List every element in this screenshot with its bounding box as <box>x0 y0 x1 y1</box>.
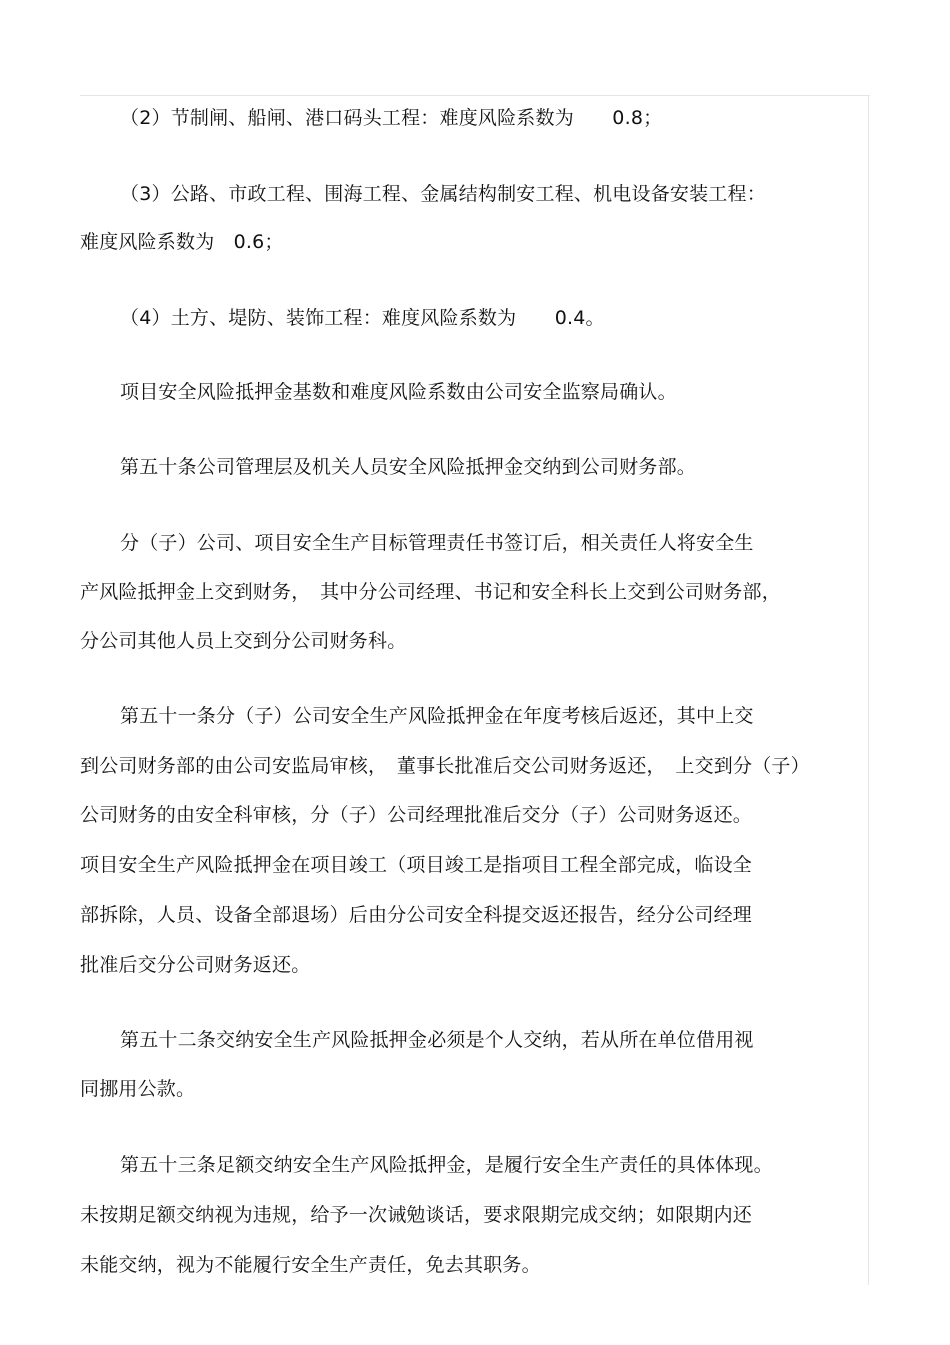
text-line: （3）公路、市政工程、围海工程、金属结构制安工程、机电设备安装工程： <box>120 183 766 205</box>
text-line: 部拆除，人员、设备全部退场）后由分公司安全科提交返还报告，经分公司经理 <box>80 904 753 926</box>
text-line: 同挪用公款。 <box>80 1078 196 1100</box>
text-line: 到公司财务部的由公司安监局审核， 董事长批准后交公司财务返还， 上交到分（子） <box>80 755 810 777</box>
text-line: （2）节制闸、船闸、港口码头工程：难度风险系数为 0.8； <box>120 107 663 129</box>
page-border-right <box>868 95 869 1285</box>
text-line: （4）土方、堤防、装饰工程：难度风险系数为 0.4。 <box>120 307 605 329</box>
text-line: 未能交纳，视为不能履行安全生产责任，免去其职务。 <box>80 1254 541 1276</box>
text-line: 分（子）公司、项目安全生产目标管理责任书签订后，相关责任人将安全生 <box>120 532 754 554</box>
text-line: 公司财务的由安全科审核，分（子）公司经理批准后交分（子）公司财务返还。 <box>80 804 753 826</box>
text-line: 第五十二条交纳安全生产风险抵押金必须是个人交纳，若从所在单位借用视 <box>120 1029 754 1051</box>
text-line: 第五十条公司管理层及机关人员安全风险抵押金交纳到公司财务部。 <box>120 456 697 478</box>
text-line: 分公司其他人员上交到分公司财务科。 <box>80 630 407 652</box>
text-line: 第五十一条分（子）公司安全生产风险抵押金在年度考核后返还，其中上交 <box>120 705 754 727</box>
text-line: 产风险抵押金上交到财务， 其中分公司经理、书记和安全科长上交到公司财务部， <box>80 581 781 603</box>
text-line: 项目安全风险抵押金基数和难度风险系数由公司安全监察局确认。 <box>120 381 677 403</box>
text-line: 未按期足额交纳视为违规，给予一次诫勉谈话，要求限期完成交纳；如限期内还 <box>80 1204 753 1226</box>
text-line: 批准后交分公司财务返还。 <box>80 954 311 976</box>
text-line: 难度风险系数为 0.6； <box>80 231 284 253</box>
text-line: 项目安全生产风险抵押金在项目竣工（项目竣工是指项目工程全部完成，临设全 <box>80 854 753 876</box>
page-border-top <box>80 95 870 96</box>
text-line: 第五十三条足额交纳安全生产风险抵押金，是履行安全生产责任的具体体现。 <box>120 1154 773 1176</box>
